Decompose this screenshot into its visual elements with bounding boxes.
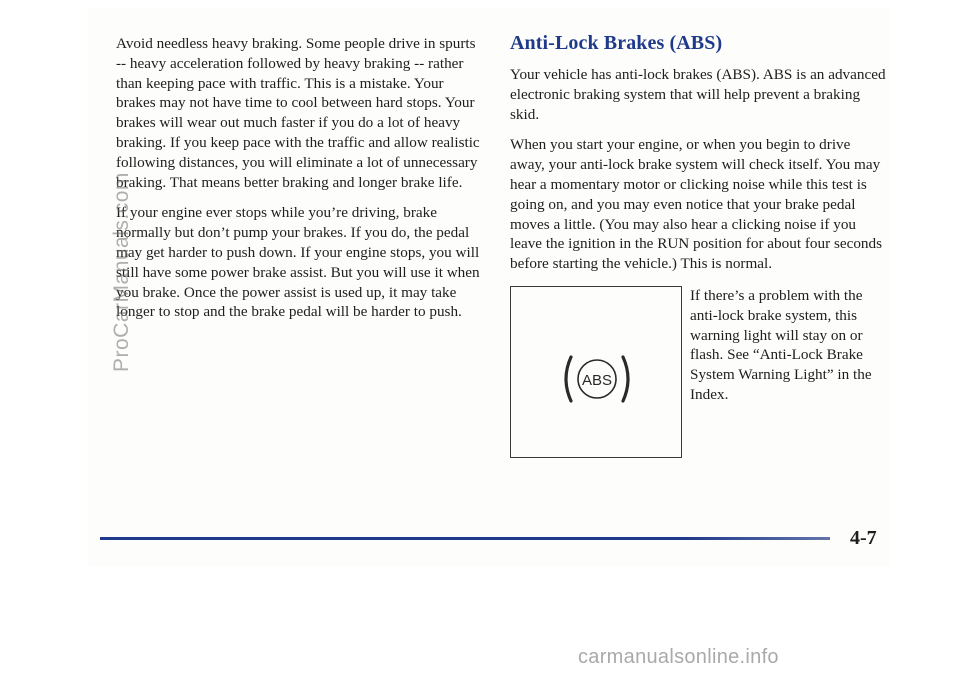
abs-symbol-box bbox=[510, 286, 682, 458]
paragraph-engine-stops: If your engine ever stops while you’re driving, brake normally but don’t pump your brakes. If you do, the pedal may get harder to push down. If your engine stops, you will still have some power brake assist. But you will use it when you brake. Once the power assist is used up, it may take longer to stop and the brake pedal will be harder to push. bbox=[116, 204, 480, 321]
paragraph-abs-self-check: When you start your engine, or when you begin to drive away, your anti-lock brake system will check itself. You may hear a momentary motor or clicking noise while this test is going on, and you may even notice that your brake pedal moves a little. (You may also hear a clicking noise if you leave the ignition in the RUN position for about four seconds before starting the vehicle.) This is normal. bbox=[510, 136, 883, 273]
abs-warning-light-icon bbox=[511, 287, 681, 457]
left-column bbox=[116, 34, 484, 333]
right-column bbox=[510, 32, 888, 462]
footer-rule bbox=[100, 537, 830, 540]
abs-symbol-label: ABS bbox=[581, 371, 613, 389]
abs-warning-row bbox=[510, 286, 888, 462]
watermark-bottom: carmanualsonline.info bbox=[578, 646, 779, 668]
section-title-abs: Anti-Lock Brakes (ABS) bbox=[510, 32, 723, 54]
watermark-side: ProCarManuals.com bbox=[110, 172, 133, 372]
abs-warning-text: If there’s a problem with the anti-lock brake system, this warning light will stay on or flash. See “Anti-Lock Brake System Warning Light” in the Index. bbox=[690, 286, 872, 403]
page-number: 4-7 bbox=[850, 527, 877, 549]
paragraph-heavy-braking: Avoid needless heavy braking. Some people drive in spurts -- heavy acceleration followed by heavy braking -- rather than keeping pace with traffic. This is a mistake. Your brakes may not have time to cool between hard stops. Your brakes will wear out much faster if you do a lot of heavy braking. If you keep pace with the traffic and allow realistic following distances, you will eliminate a lot of unnecessary braking. That means better braking and longer brake life. bbox=[116, 35, 480, 191]
paragraph-abs-intro: Your vehicle has anti-lock brakes (ABS). ABS is an advanced electronic braking system that will help prevent a braking skid. bbox=[510, 66, 886, 123]
